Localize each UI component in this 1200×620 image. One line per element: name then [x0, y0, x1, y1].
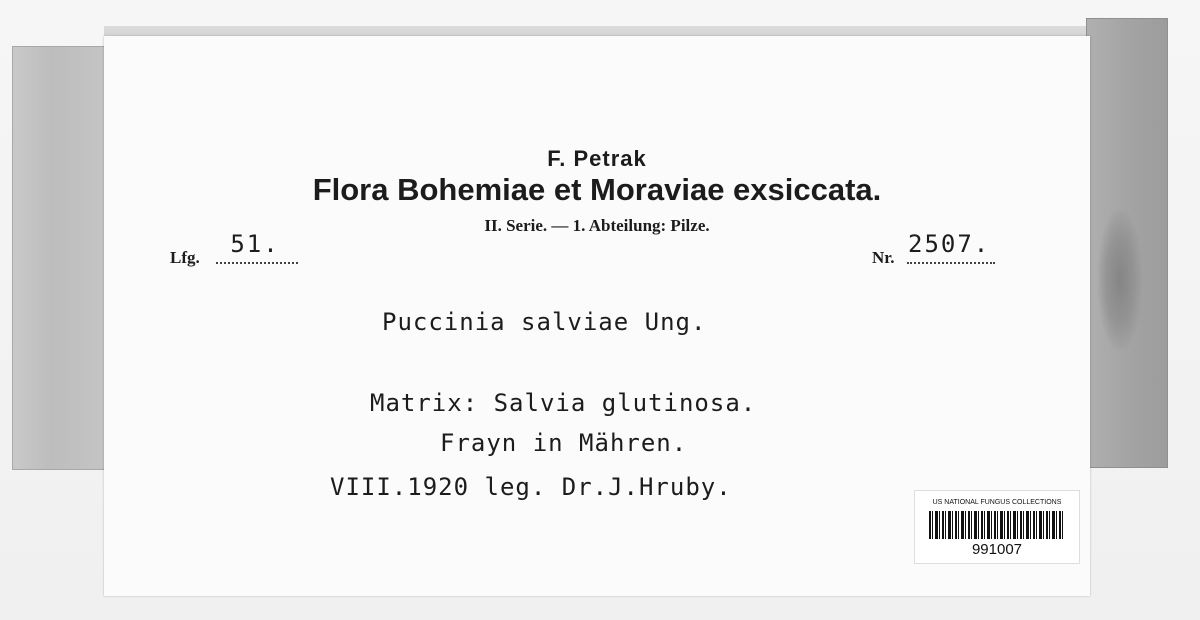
exsiccata-title: Flora Bohemiae et Moraviae exsiccata. [312, 172, 882, 207]
nr-label: Nr. [872, 248, 895, 267]
nr-value: 2507. [908, 230, 991, 258]
series-line: II. Serie. — 1. Abteilung: Pilze. [484, 216, 710, 235]
locality-line: Frayn in Mähren. [440, 429, 688, 457]
collector-name: F. Petrak [547, 146, 647, 171]
lfg-label: Lfg. [170, 248, 200, 267]
matrix-line: Matrix: Salvia glutinosa. [370, 389, 757, 417]
barcode-icon [929, 511, 1065, 539]
barcode-number: 991007 [971, 541, 1023, 558]
nr-dotted-line [907, 262, 995, 264]
species-name: Puccinia salviae Ung. [382, 308, 707, 336]
specimen-stain [1098, 210, 1142, 350]
backing-sheet-left [12, 46, 106, 470]
lfg-dotted-line [216, 262, 298, 264]
lfg-value: 51. [230, 230, 280, 258]
collection-line: VIII.1920 leg. Dr.J.Hruby. [330, 473, 732, 501]
barcode-sticker [914, 490, 1080, 564]
barcode-header: US NATIONAL FUNGUS COLLECTIONS [932, 499, 1062, 506]
